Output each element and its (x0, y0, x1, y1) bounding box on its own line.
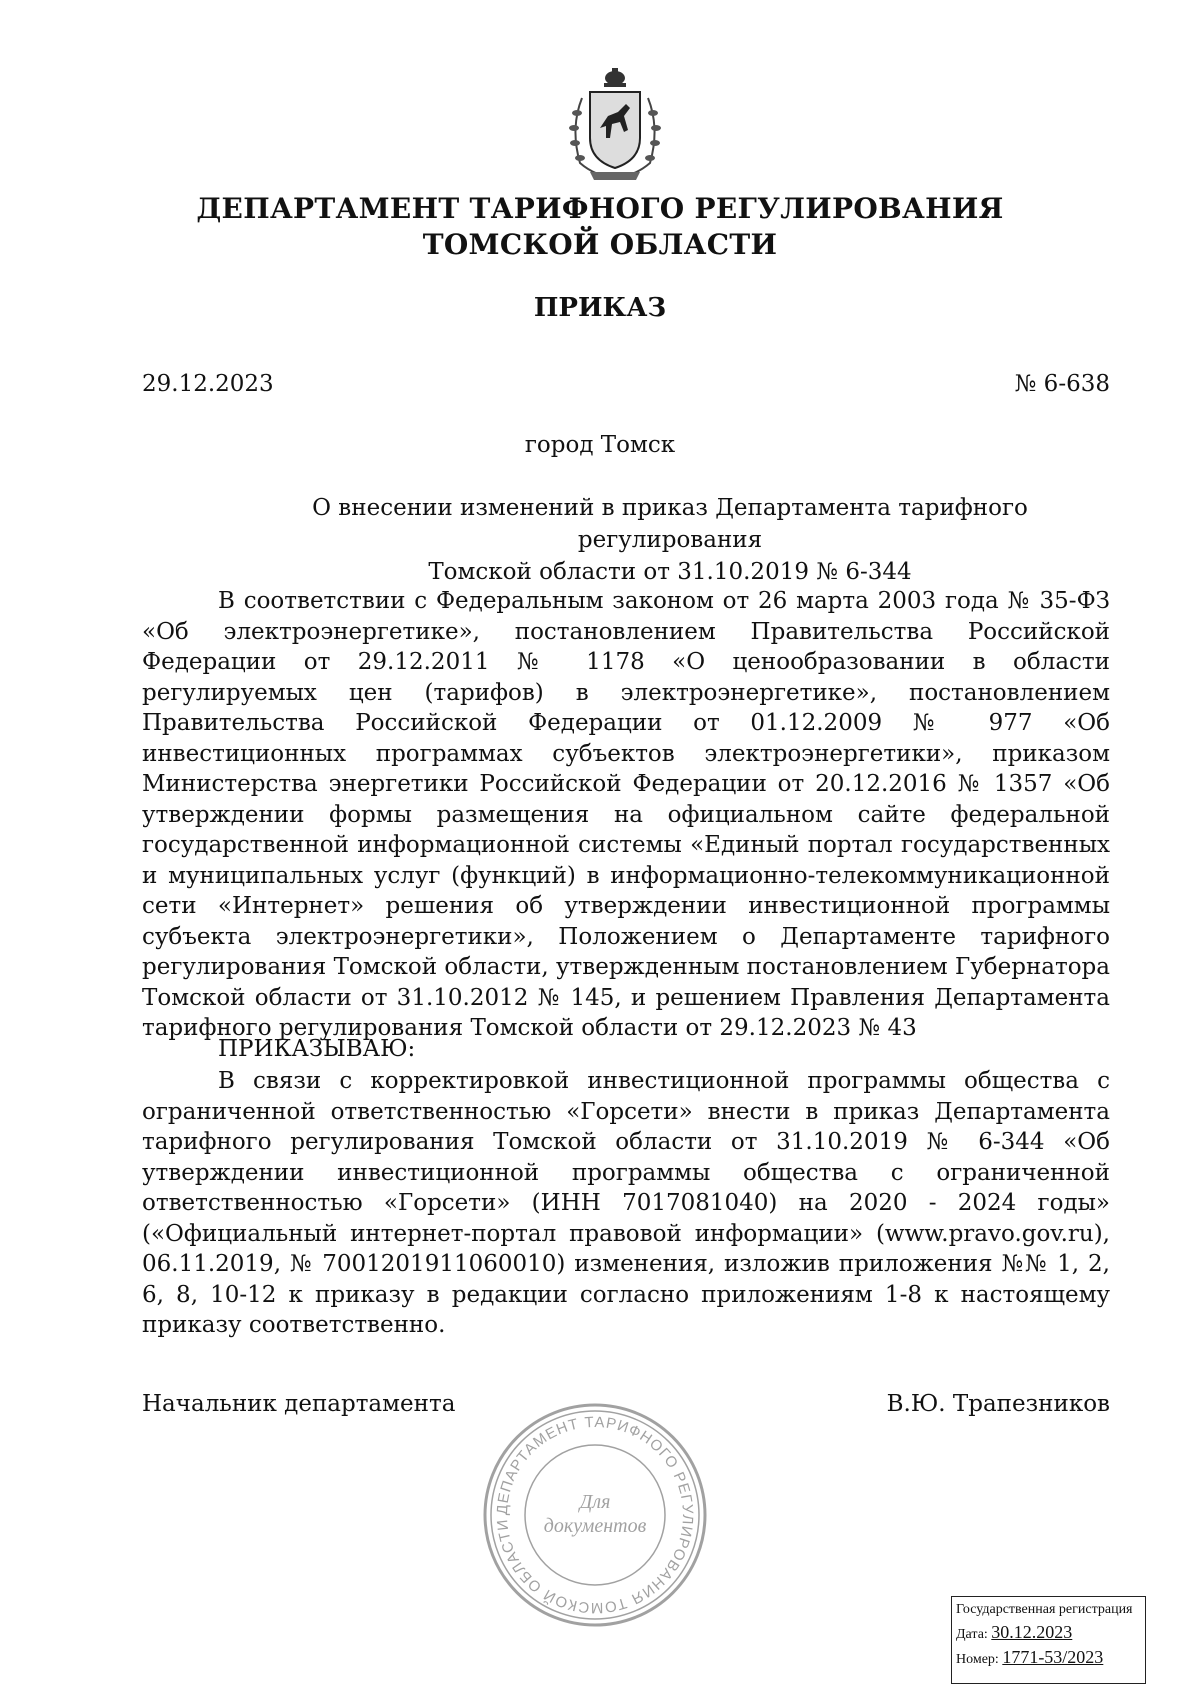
official-seal-stamp (480, 1400, 710, 1630)
document-subject (230, 492, 1110, 588)
document-date: 29.12.2023 (142, 371, 274, 397)
svg-text:ДЕПАРТАМЕНТ ТАРИФНОГО РЕГУЛИРО: ДЕПАРТАМЕНТ ТАРИФНОГО РЕГУЛИРОВАНИЯ ТОМСКОЙ ОБЛАСТИ (493, 1413, 697, 1617)
subject-line1: О внесении изменений в приказ Департамента тарифного регулирования (312, 495, 1028, 553)
document-city: город Томск (524, 432, 676, 458)
state-registration-box (951, 1596, 1146, 1684)
svg-text:документов: документов (543, 1515, 647, 1537)
svg-text:Для: Для (579, 1491, 611, 1513)
order-paragraph: В связи с корректировкой инвестиционной программы общества с ограниченной ответственностью «Горсети» внести в приказ Департамента тарифного регулирования Томской области от 31.10.2019 № 6-344 «Об утверждении инвестиционной программы общества с ограниченной ответственностью «Горсети» (ИНН 7017081040) на 2020 - 2024 годы» («Официальный интернет-портал правовой информации» (www.pravo.gov.ru), 06.11.2019, № 7001201911060010) изменения, изложив приложения №№ 1, 2, 6, 8, 10-12 к приказу в редакции согласно приложениям 1-8 к настоящему приказу соответственно. (142, 1068, 1110, 1338)
document-number: № 6-638 (1014, 371, 1110, 397)
registration-number-label: Номер: (956, 1652, 999, 1667)
subject-line2: Томской области от 31.10.2019 № 6-344 (428, 559, 912, 585)
registration-number-value: 1771-53/2023 (1002, 1647, 1104, 1667)
document-type: ПРИКАЗ (533, 293, 667, 323)
registration-date-label: Дата: (956, 1627, 988, 1642)
order-keyword: ПРИКАЗЫВАЮ: (218, 1036, 416, 1062)
registration-date-row (956, 1621, 1141, 1646)
registration-title: Государственная регистрация (956, 1602, 1133, 1617)
preamble-paragraph: В соответствии с Федеральным законом от 26 марта 2003 года № 35-ФЗ «Об электроэнергетике», постановлением Правительства Российской Федерации от 29.12.2011 № 1178 «О ценообразовании в области регулируемых цен (тарифов) в электроэнергетике», постановлением Правительства Российской Федерации от 01.12.2009 № 977 «Об инвестиционных программах субъектов электроэнергетики», приказом Министерства энергетики Российской Федерации от 20.12.2016 № 1357 «Об утверждении формы размещения на официальном сайте федеральной государственной информационной системы «Единый портал государственных и муниципальных услуг (функций) в информационно-телекоммуникационной сети «Интернет» решения об утверждении инвестиционной программы субъекта электроэнергетики», Положением о Департаменте тарифного регулирования Томской области, утвержденным постановлением Губернатора Томской области от 31.10.2012 № 145, и решением Правления Департамента тарифного регулирования Томской области от 29.12.2023 № 43 (142, 588, 1110, 1041)
coat-of-arms-emblem (560, 68, 670, 184)
department-title-line1: ДЕПАРТАМЕНТ ТАРИФНОГО РЕГУЛИРОВАНИЯ (196, 192, 1004, 225)
signatory-name: В.Ю. Трапезников (886, 1391, 1110, 1417)
registration-number-row (956, 1646, 1141, 1671)
department-title-line2: ТОМСКОЙ ОБЛАСТИ (422, 228, 778, 261)
registration-date-value: 30.12.2023 (991, 1622, 1073, 1642)
signatory-title: Начальник департамента (142, 1391, 456, 1417)
